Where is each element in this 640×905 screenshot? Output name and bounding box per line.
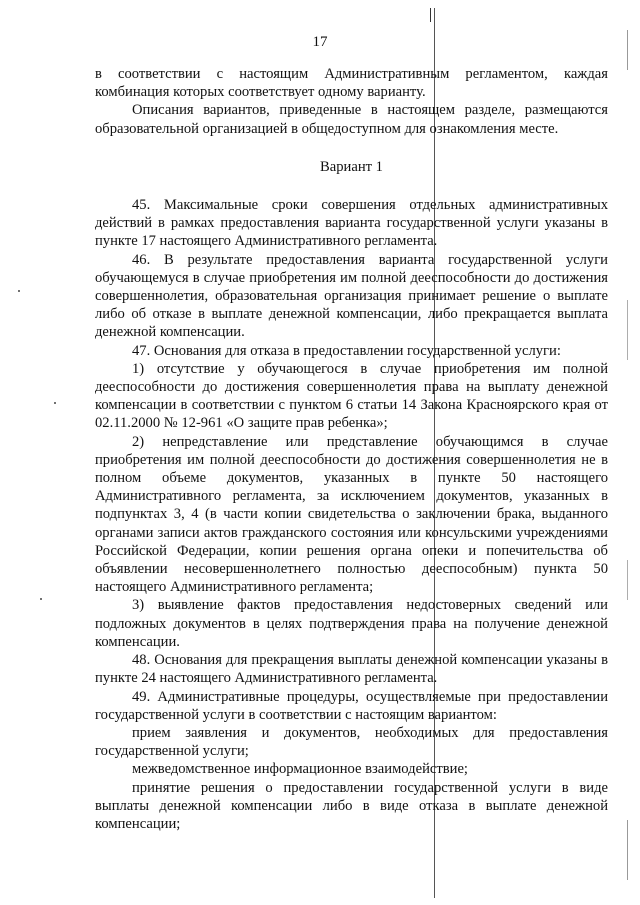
section-heading: Вариант 1 <box>320 158 383 175</box>
scan-artifact-tick <box>627 30 628 70</box>
paragraph: Описания вариантов, приведенные в настоящем разделе, размещаются образовательной организацией в общедоступном для ознакомления месте. <box>95 102 608 137</box>
list-item: принятие решения о предоставлении государственной услуги в виде выплаты денежной компенсации либо в виде отказа в выплате денежной компенсации; <box>95 779 608 832</box>
list-item: межведомственное информационное взаимодействие; <box>132 761 468 778</box>
list-item: прием заявления и документов, необходимых для предоставления государственной услуги; <box>95 724 608 760</box>
scan-artifact-dot <box>40 598 42 600</box>
list-item: 3) выявление фактов предоставления недостоверных сведений или подложных документов в целях подтверждения права на получение денежной компенсации. <box>95 597 608 650</box>
scan-artifact-tick <box>627 820 628 880</box>
document-body <box>95 65 608 833</box>
paragraph: 46. В результате предоставления варианта государственной услуги обучающемуся в случае приобретения им полной дееспособности до достижения совершеннолетия, образовательная организация принимает решение о выплате либо об отказе в выплате денежной компенсации, либо прекращается выплата денежной компенсации. <box>95 251 608 341</box>
page-number: 17 <box>312 34 328 50</box>
paragraph: в соответствии с настоящим Административным регламентом, каждая комбинация которых соответствует одному варианту. <box>95 66 608 101</box>
list-item: 1) отсутствие у обучающегося в случае приобретения им полной дееспособности до достижения совершеннолетия права на выплату денежной компенсации в соответствии с пунктом 6 статьи 14 Закона Красноярского края от 02.11.2000 № 12-961 «О защите прав ребенка»; <box>95 360 608 432</box>
paragraph: 48. Основания для прекращения выплаты денежной компенсации указаны в пункте 24 настоящего Административного регламента. <box>95 652 608 687</box>
paragraph: 49. Административные процедуры, осуществляемые при предоставлении государственной услуги в соответствии с настоящим вариантом: <box>95 688 608 723</box>
scan-artifact-dot <box>18 290 20 292</box>
paragraph: 45. Максимальные сроки совершения отдельных административных действий в рамках предоставления варианта государственной услуги указаны в пункте 17 настоящего Административного регламента. <box>95 197 608 250</box>
scan-artifact-tick <box>627 560 628 600</box>
paragraph: 47. Основания для отказа в предоставлении государственной услуги: <box>132 342 561 359</box>
scan-artifact-dot <box>54 402 56 404</box>
list-item: 2) непредставление или представление обучающимся в случае приобретения им полной дееспособности до достижения совершеннолетия не в полном объеме документов, указанных в пункте 50 настоящего Административного регламента, за исключением документов, указанных в подпунктах 3, 4 (в части копии свидетельства о заключении брака, выданного органами записи актов гражданского состояния или консульскими учреждениями Российской Федерации, копии решения органа опеки и попечительства об объявлении несовершеннолетнего полностью дееспособным) пункта 50 настоящего Административного регламента; <box>95 433 608 596</box>
scan-artifact-tick <box>430 8 431 22</box>
scan-artifact-tick <box>627 300 628 360</box>
